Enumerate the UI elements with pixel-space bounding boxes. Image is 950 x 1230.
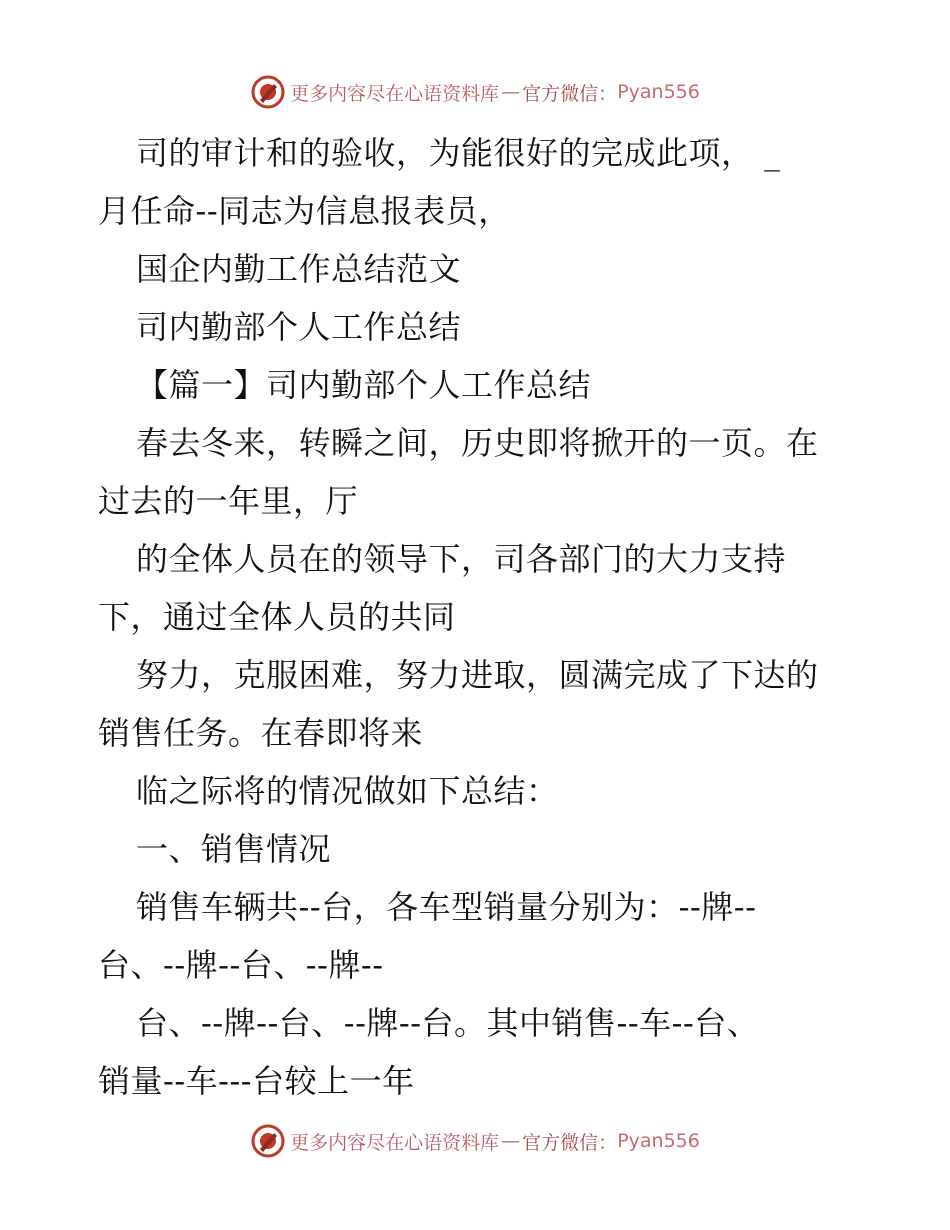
text-line: 司内勤部个人工作总结	[136, 308, 462, 346]
text-line: 销售任务。在春即将来	[98, 714, 424, 752]
banner-separator: —	[501, 81, 521, 103]
banner-wechat-id: Pyan556	[617, 81, 700, 103]
logo-icon	[250, 1123, 286, 1159]
text-line: 销量--车---台较上一年	[98, 1062, 415, 1100]
text-line: 国企内勤工作总结范文	[136, 250, 462, 288]
text-line: 临之际将的情况做如下总结：	[136, 772, 559, 810]
text-line: 努力，克服困难，努力进取，圆满完成了下达的	[136, 656, 819, 694]
banner-separator: —	[501, 1130, 521, 1152]
text-line: 台、--牌--台、--牌--	[98, 946, 384, 984]
banner-wechat-label: 官方微信：	[522, 82, 618, 105]
text-line: 销售车辆共--台，各车型销量分别为：--牌--	[136, 888, 757, 926]
text-line: 一、销售情况	[136, 830, 332, 868]
text-line: 下，通过全体人员的共同	[98, 598, 456, 636]
text-line: 台、--牌--台、--牌--台。其中销售--车--台、	[136, 1004, 760, 1042]
header-banner	[0, 72, 950, 112]
logo-icon	[250, 74, 286, 110]
banner-text: 更多内容尽在心语资料库	[290, 1131, 500, 1154]
text-line: 春去冬来，转瞬之间，历史即将掀开的一页。在	[136, 424, 819, 462]
text-line: 的全体人员在的领导下，司各部门的大力支持	[136, 540, 787, 578]
document-body	[98, 124, 858, 1110]
footer-banner	[0, 1121, 950, 1161]
text-line: 司的审计和的验收，为能很好的完成此项， _	[136, 134, 781, 172]
text-line: 过去的一年里，厅	[98, 482, 359, 520]
text-line: 【篇一】司内勤部个人工作总结	[136, 366, 592, 404]
banner-text: 更多内容尽在心语资料库	[290, 82, 500, 105]
text-line: 月任命--同志为信息报表员，	[98, 192, 511, 230]
banner-wechat-label: 官方微信：	[522, 1131, 618, 1154]
banner-wechat-id: Pyan556	[617, 1130, 700, 1152]
